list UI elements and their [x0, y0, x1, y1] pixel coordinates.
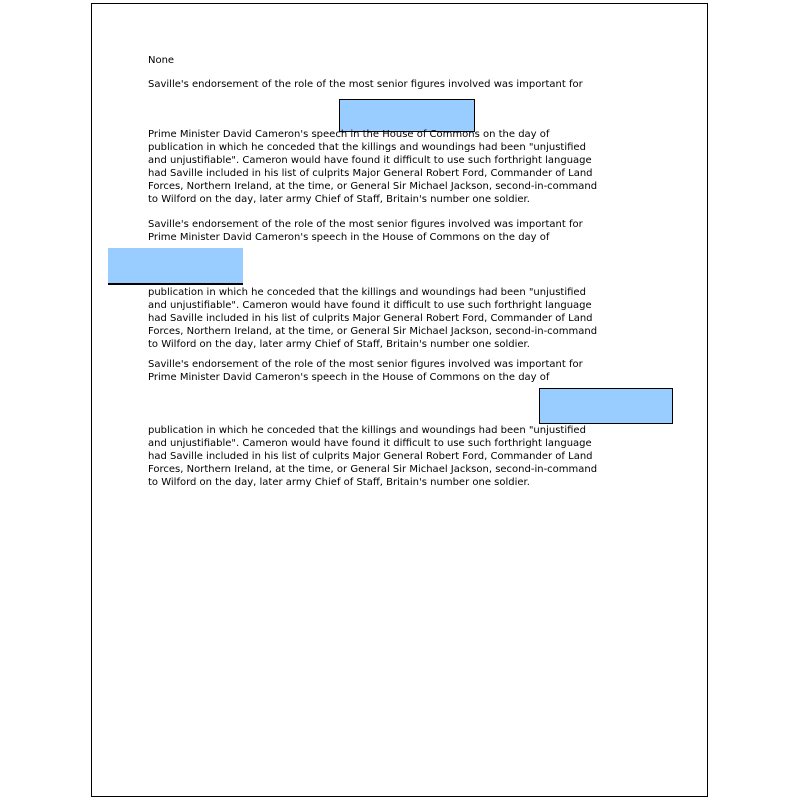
paragraph-line: publication in which he conceded that the killings and woundings had been "unjustified	[148, 287, 586, 298]
paragraph-line: and unjustifiable". Cameron would have found it difficult to use such forthright language	[148, 438, 592, 449]
highlight-annotation-3[interactable]	[539, 388, 673, 424]
paragraph-line: to Wilford on the day, later army Chief of Staff, Britain's number one soldier.	[148, 477, 530, 488]
paragraph-line: and unjustifiable". Cameron would have found it difficult to use such forthright language	[148, 155, 592, 166]
paragraph-line: Saville's endorsement of the role of the most senior figures involved was important for	[148, 359, 583, 370]
paragraph-line: publication in which he conceded that the killings and woundings had been "unjustified	[148, 425, 586, 436]
paragraph-line: had Saville included in his list of culprits Major General Robert Ford, Commander of Land	[148, 313, 593, 324]
paragraph-line: Forces, Northern Ireland, at the time, or General Sir Michael Jackson, second-in-command	[148, 464, 598, 475]
paragraph-line: Prime Minister David Cameron's speech in the House of Commons on the day of	[148, 129, 550, 140]
paragraph-line: Prime Minister David Cameron's speech in the House of Commons on the day of	[148, 372, 550, 383]
paragraph-line: Forces, Northern Ireland, at the time, or General Sir Michael Jackson, second-in-command	[148, 326, 598, 337]
paragraph-line: and unjustifiable". Cameron would have found it difficult to use such forthright language	[148, 300, 592, 311]
status-label: None	[148, 55, 175, 66]
paragraph-line: had Saville included in his list of culprits Major General Robert Ford, Commander of Land	[148, 451, 593, 462]
paragraph-line: Forces, Northern Ireland, at the time, or General Sir Michael Jackson, second-in-command	[148, 181, 598, 192]
paragraph-line: had Saville included in his list of culprits Major General Robert Ford, Commander of Land	[148, 168, 593, 179]
highlight-annotation-2[interactable]	[108, 248, 243, 285]
paragraph-line: Saville's endorsement of the role of the most senior figures involved was important for	[148, 219, 583, 230]
document-page	[91, 3, 708, 797]
paragraph-line: publication in which he conceded that the killings and woundings had been "unjustified	[148, 142, 586, 153]
paragraph-line: to Wilford on the day, later army Chief of Staff, Britain's number one soldier.	[148, 194, 530, 205]
paragraph-line: Prime Minister David Cameron's speech in the House of Commons on the day of	[148, 232, 550, 243]
paragraph-line: Saville's endorsement of the role of the most senior figures involved was important for	[148, 79, 583, 90]
paragraph-line: to Wilford on the day, later army Chief of Staff, Britain's number one soldier.	[148, 339, 530, 350]
